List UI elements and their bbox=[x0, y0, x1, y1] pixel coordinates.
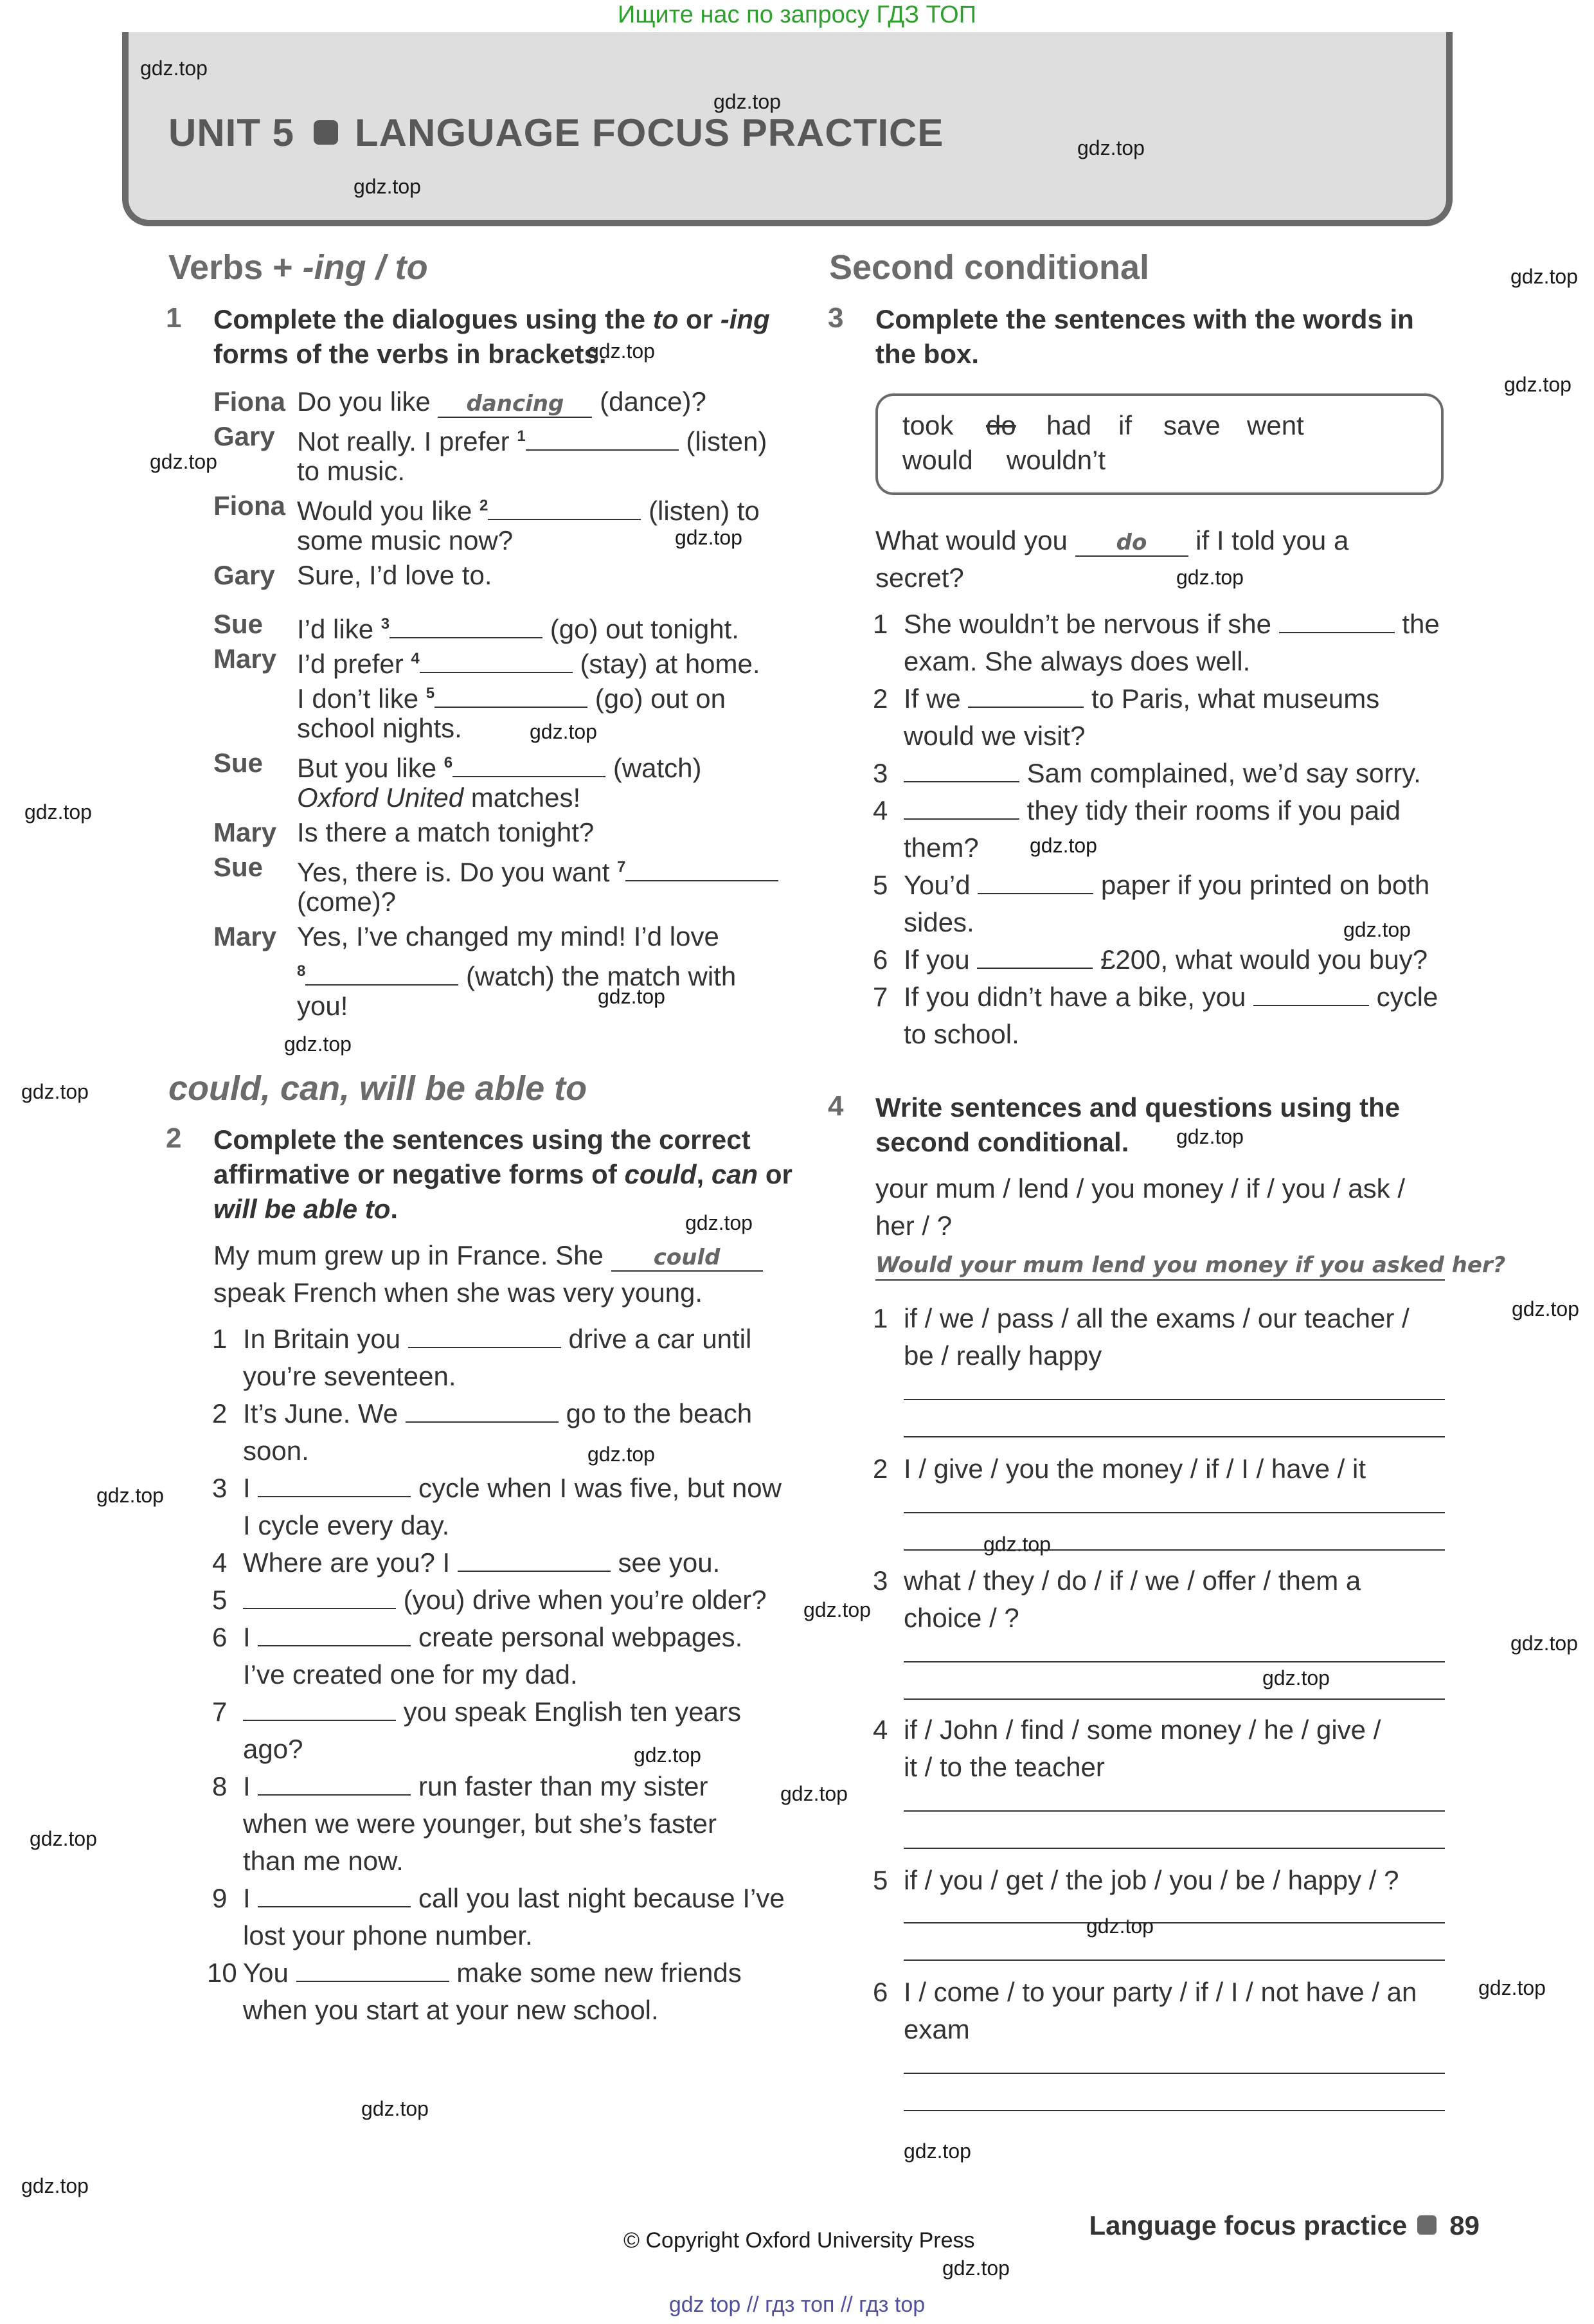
watermark: gdz.top bbox=[983, 1533, 1051, 1556]
item-number: 4 bbox=[873, 795, 888, 825]
watermark: gdz.top bbox=[354, 175, 421, 198]
top-banner: Ищите нас по запросу ГДЗ ТОП bbox=[617, 1, 977, 28]
watermark: gdz.top bbox=[1077, 136, 1145, 159]
dialogue-line: Oxford United matches! bbox=[297, 782, 581, 813]
sentence-item: exam. She always does well. bbox=[904, 646, 1251, 676]
item-number: 3 bbox=[873, 1565, 888, 1596]
prompt-item: what / they / do / if / we / offer / them a bbox=[904, 1565, 1361, 1596]
answer-blank[interactable] bbox=[977, 948, 1093, 969]
sentence-item: Sam complained, we’d say sorry. bbox=[904, 756, 1421, 791]
answer-blank[interactable] bbox=[968, 687, 1084, 708]
unit-label: UNIT 5 bbox=[168, 111, 295, 154]
word-box-word: took bbox=[902, 410, 954, 440]
item-number: 2 bbox=[212, 1398, 228, 1428]
dialogue-line: Yes, there is. Do you want $^7$ bbox=[297, 850, 778, 890]
watermark: gdz.top bbox=[587, 1443, 655, 1466]
answer-blank[interactable] bbox=[904, 799, 1019, 820]
item-number: 1 bbox=[873, 609, 888, 639]
word-box-word: wouldn’t bbox=[1007, 445, 1106, 475]
dialogue-line: you! bbox=[297, 991, 348, 1021]
section-heading-second-conditional: Second conditional bbox=[829, 248, 1150, 287]
dialogue-line: I’d like $^3$ (go) out tonight. bbox=[297, 614, 739, 644]
sentence-item: She wouldn’t be nervous if she the bbox=[904, 609, 1440, 639]
dialogue-line: some music now? bbox=[297, 525, 514, 555]
item-number: 4 bbox=[873, 1715, 888, 1745]
sentence-item: when we were younger, but she’s faster bbox=[243, 1808, 717, 1839]
word-box bbox=[875, 393, 1444, 495]
item-number: 2 bbox=[873, 683, 888, 714]
footer-title: Language focus practice bbox=[1089, 2210, 1408, 2240]
item-number: 8 bbox=[212, 1771, 228, 1801]
watermark: gdz.top bbox=[284, 1032, 352, 1056]
dialogue-line: Is there a match tonight? bbox=[297, 817, 595, 847]
watermark: gdz.top bbox=[1086, 1914, 1154, 1938]
watermark: gdz.top bbox=[904, 2139, 971, 2163]
answer-line[interactable] bbox=[904, 1512, 1445, 1513]
exercise-2-instruction: Complete the sentences using the correct affirmative or negative forms of could, can or will be able to. bbox=[213, 1124, 793, 1224]
example-answer: do bbox=[1075, 530, 1188, 557]
answer-blank[interactable] bbox=[1279, 613, 1395, 633]
watermark: gdz.top bbox=[1030, 834, 1097, 857]
dialogue-line: Not really. I prefer $^1$ (listen) bbox=[297, 426, 767, 456]
sentence-item: (you) drive when you’re older? bbox=[243, 1583, 767, 1617]
speaker: Gary bbox=[213, 421, 275, 451]
item-number: 5 bbox=[212, 1585, 228, 1615]
square-bullet-icon bbox=[314, 120, 338, 145]
dialogue-line: I’d prefer $^4$ (stay) at home. bbox=[297, 649, 760, 679]
example-answer: could bbox=[611, 1245, 763, 1272]
word-box-word: save bbox=[1163, 410, 1221, 440]
example-answer: Would your mum lend you money if you asked her? bbox=[875, 1252, 1506, 1278]
item-number: 6 bbox=[212, 1622, 228, 1652]
item-number: 6 bbox=[873, 1977, 888, 2007]
answer-line[interactable] bbox=[904, 2073, 1445, 2074]
dialogue-line: Do you like dancing (dance)? bbox=[297, 386, 706, 417]
exercise-4-instruction: Write sentences and questions using the second conditional. bbox=[875, 1092, 1401, 1157]
exercise-2-number: 2 bbox=[166, 1122, 182, 1154]
answer-blank[interactable] bbox=[452, 757, 605, 777]
watermark: gdz.top bbox=[1478, 1976, 1546, 1999]
item-number: 10 bbox=[207, 1958, 237, 1988]
word-box-word: would bbox=[902, 445, 973, 475]
item-number: 2 bbox=[873, 1454, 888, 1484]
answer-blank[interactable] bbox=[258, 1775, 411, 1796]
watermark: gdz.top bbox=[30, 1827, 97, 1850]
prompt-item: if / John / find / some money / he / give / bbox=[904, 1715, 1381, 1745]
example-answer: dancing bbox=[438, 391, 592, 418]
example-sentence: speak French when she was very young. bbox=[213, 1277, 703, 1308]
answer-blank[interactable] bbox=[625, 861, 778, 881]
item-number: 6 bbox=[873, 944, 888, 975]
watermark: gdz.top bbox=[675, 526, 742, 549]
watermark: gdz.top bbox=[96, 1484, 164, 1507]
sentence-item: when you start at your new school. bbox=[243, 1995, 659, 2025]
watermark: gdz.top bbox=[598, 985, 665, 1008]
dialogue-line: Sure, I’d love to. bbox=[297, 560, 492, 590]
watermark: gdz.top bbox=[780, 1782, 848, 1805]
watermark: gdz.top bbox=[1510, 1632, 1578, 1655]
sentence-item: I cycle when I was five, but now bbox=[243, 1473, 782, 1503]
speaker: Sue bbox=[213, 748, 264, 778]
answer-line[interactable] bbox=[904, 1436, 1445, 1437]
answer-blank[interactable] bbox=[978, 874, 1093, 894]
sentence-item: sides. bbox=[904, 907, 974, 937]
watermark: gdz.top bbox=[803, 1598, 871, 1621]
watermark: gdz.top bbox=[24, 800, 92, 824]
answer-blank[interactable] bbox=[390, 618, 542, 638]
watermark: gdz.top bbox=[140, 57, 208, 80]
item-number: 1 bbox=[873, 1303, 888, 1333]
sentence-item: You’d paper if you printed on both bbox=[904, 870, 1430, 900]
sentence-item: would we visit? bbox=[904, 721, 1086, 751]
dialogue-line: I don’t like $^5$ (go) out on bbox=[297, 683, 726, 714]
sentence-item: you speak English ten years bbox=[243, 1695, 741, 1729]
prompt-item: if / you / get / the job / you / be / happy / ? bbox=[904, 1865, 1399, 1895]
speaker: Fiona bbox=[213, 491, 285, 521]
answer-blank[interactable] bbox=[420, 653, 573, 673]
item-number: 3 bbox=[212, 1473, 228, 1503]
answer-blank[interactable] bbox=[408, 1328, 561, 1348]
sentence-item: It’s June. We go to the beach bbox=[243, 1398, 753, 1428]
speaker: Mary bbox=[213, 644, 277, 674]
prompt-item: be / really happy bbox=[904, 1340, 1102, 1371]
answer-blank[interactable] bbox=[458, 1551, 611, 1572]
example-sentence: What would you do if I told you a bbox=[875, 525, 1349, 555]
answer-blank[interactable] bbox=[488, 500, 641, 520]
sentence-item: In Britain you drive a car until bbox=[243, 1324, 752, 1354]
dialogue-line: But you like $^6$ (watch) bbox=[297, 753, 702, 783]
dialogue-line: (come)? bbox=[297, 887, 397, 917]
prompt-item: if / we / pass / all the exams / our teacher / bbox=[904, 1303, 1410, 1333]
answer-line[interactable] bbox=[904, 1661, 1445, 1662]
example-answer-line bbox=[875, 1279, 1445, 1281]
answer-blank[interactable] bbox=[296, 1961, 449, 1982]
exercise-3-number: 3 bbox=[828, 302, 844, 334]
speaker: Sue bbox=[213, 609, 264, 639]
watermark: gdz.top bbox=[1510, 265, 1578, 288]
exercise-4-number: 4 bbox=[828, 1090, 844, 1122]
sentence-item: Where are you? I see you. bbox=[243, 1547, 721, 1578]
watermark: gdz.top bbox=[942, 2256, 1010, 2280]
sentence-item: If we to Paris, what museums bbox=[904, 683, 1380, 714]
prompt-item: choice / ? bbox=[904, 1603, 1019, 1633]
sentence-item: If you £200, what would you buy? bbox=[904, 944, 1428, 975]
example-prompt: her / ? bbox=[875, 1211, 953, 1241]
dialogue-line: Yes, I’ve changed my mind! I’d love bbox=[297, 921, 719, 951]
word-box-word-used: do bbox=[986, 410, 1016, 440]
bottom-links[interactable]: gdz top // гдз топ // гдз top bbox=[668, 2292, 926, 2317]
answer-line[interactable] bbox=[904, 1549, 1445, 1551]
item-number: 5 bbox=[873, 1865, 888, 1895]
dialogue-line: Fiona bbox=[213, 386, 285, 417]
answer-blank[interactable] bbox=[904, 762, 1019, 782]
sentence-item: you’re seventeen. bbox=[243, 1361, 456, 1391]
sentence-item: they tidy their rooms if you paid bbox=[904, 793, 1401, 828]
item-number: 7 bbox=[212, 1697, 228, 1727]
sentence-item: them? bbox=[904, 833, 979, 863]
dialogue-line: school nights. bbox=[297, 713, 462, 743]
answer-blank[interactable] bbox=[258, 1887, 411, 1907]
prompt-item: exam bbox=[904, 2014, 970, 2044]
example-sentence: secret? bbox=[875, 563, 964, 593]
watermark: gdz.top bbox=[1262, 1666, 1330, 1689]
speaker: Mary bbox=[213, 921, 277, 951]
watermark: gdz.top bbox=[1176, 566, 1244, 589]
speaker: Sue bbox=[213, 852, 264, 882]
answer-line[interactable] bbox=[904, 1810, 1445, 1812]
exercise-1-instruction: Complete the dialogues using the to or -ing forms of the verbs in brackets. bbox=[213, 304, 770, 369]
word-box-word: went bbox=[1247, 410, 1304, 440]
item-number: 5 bbox=[873, 870, 888, 900]
watermark: gdz.top bbox=[1512, 1297, 1579, 1320]
watermark: gdz.top bbox=[21, 1080, 89, 1103]
watermark: gdz.top bbox=[361, 2097, 429, 2120]
watermark: gdz.top bbox=[1343, 918, 1411, 941]
watermark: gdz.top bbox=[21, 2174, 89, 2197]
item-number: 4 bbox=[212, 1547, 228, 1578]
sentence-item: than me now. bbox=[243, 1846, 404, 1876]
sentence-item: You make some new friends bbox=[243, 1958, 742, 1988]
answer-blank[interactable] bbox=[243, 1589, 396, 1609]
item-number: 7 bbox=[873, 982, 888, 1012]
answer-line[interactable] bbox=[904, 1848, 1445, 1849]
answer-blank[interactable] bbox=[243, 1700, 396, 1721]
sentence-item: If you didn’t have a bike, you cycle bbox=[904, 982, 1438, 1012]
sentence-item: I cycle every day. bbox=[243, 1510, 450, 1540]
watermark: gdz.top bbox=[713, 90, 781, 113]
answer-blank[interactable] bbox=[1253, 986, 1369, 1006]
sentence-item: ago? bbox=[243, 1734, 303, 1764]
exercise-3-instruction: Complete the sentences with the words in the box. bbox=[875, 304, 1414, 369]
word-box-word: had bbox=[1046, 410, 1092, 440]
prompt-item: it / to the teacher bbox=[904, 1752, 1105, 1782]
item-number: 1 bbox=[212, 1324, 228, 1354]
watermark: gdz.top bbox=[587, 339, 655, 363]
prompt-item: I / come / to your party / if / I / not have / an bbox=[904, 1977, 1417, 2007]
watermark: gdz.top bbox=[685, 1211, 753, 1234]
dialogue-line: Would you like $^2$ (listen) to bbox=[297, 496, 760, 526]
sentence-item: to school. bbox=[904, 1019, 1019, 1049]
prompt-item: I / give / you the money / if / I / have / it bbox=[904, 1454, 1366, 1484]
page-number: 89 bbox=[1449, 2210, 1480, 2240]
answer-blank[interactable] bbox=[258, 1477, 411, 1497]
item-number: 3 bbox=[873, 758, 888, 788]
watermark: gdz.top bbox=[634, 1743, 701, 1767]
answer-blank[interactable] bbox=[258, 1626, 411, 1646]
answer-line[interactable] bbox=[904, 2110, 1445, 2111]
speaker: Mary bbox=[213, 817, 277, 847]
watermark: gdz.top bbox=[150, 450, 217, 473]
unit-header-title bbox=[168, 111, 944, 155]
word-box-word: if bbox=[1118, 410, 1132, 440]
dialogue-line: $^8$ (watch) the match with bbox=[297, 961, 737, 991]
answer-blank[interactable] bbox=[305, 965, 458, 986]
sentence-item: lost your phone number. bbox=[243, 1920, 533, 1950]
item-number: 9 bbox=[212, 1883, 228, 1913]
example-sentence: My mum grew up in France. She could bbox=[213, 1238, 763, 1273]
unit-title: LANGUAGE FOCUS PRACTICE bbox=[355, 111, 944, 154]
answer-blank[interactable] bbox=[434, 687, 587, 708]
sentence-item: I call you last night because I’ve bbox=[243, 1883, 785, 1913]
sentence-item: I run faster than my sister bbox=[243, 1771, 708, 1801]
speaker: Gary bbox=[213, 560, 275, 590]
watermark: gdz.top bbox=[530, 720, 597, 743]
answer-blank[interactable] bbox=[406, 1402, 559, 1423]
watermark: gdz.top bbox=[1504, 373, 1572, 396]
exercise-1-number: 1 bbox=[166, 302, 182, 334]
answer-line[interactable] bbox=[904, 1399, 1445, 1400]
answer-line[interactable] bbox=[904, 1959, 1445, 1961]
section-heading-verbs: Verbs + -ing / to bbox=[168, 248, 428, 287]
copyright: © Copyright Oxford University Press bbox=[623, 2228, 975, 2253]
sentence-item: I create personal webpages. bbox=[243, 1622, 743, 1652]
page-footer bbox=[1089, 2210, 1480, 2241]
dialogue-line: to music. bbox=[297, 456, 406, 486]
answer-line[interactable] bbox=[904, 1698, 1445, 1700]
watermark: gdz.top bbox=[1176, 1125, 1244, 1148]
answer-blank[interactable] bbox=[526, 430, 679, 451]
sentence-item: I’ve created one for my dad. bbox=[243, 1659, 578, 1689]
answer-line[interactable] bbox=[904, 1922, 1445, 1923]
example-prompt: your mum / lend / you money / if / you / ask / bbox=[875, 1173, 1406, 1203]
sentence-item: soon. bbox=[243, 1436, 309, 1466]
square-bullet-icon bbox=[1417, 2215, 1437, 2235]
section-heading-could: could, can, will be able to bbox=[168, 1069, 587, 1108]
